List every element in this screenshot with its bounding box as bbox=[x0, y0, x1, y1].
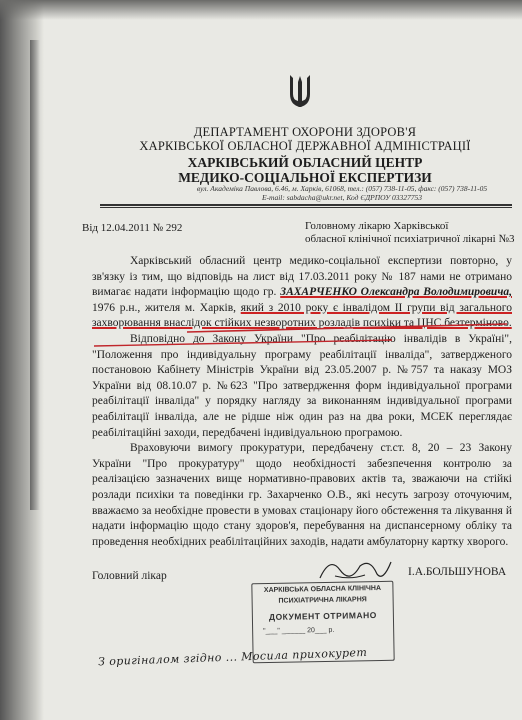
center-line-1: ХАРКІВСЬКИЙ ОБЛАСНИЙ ЦЕНТР bbox=[187, 155, 423, 170]
address-line-2: E-mail: sabdacha@ukr.net, Код ЄДРПОУ 03327753 bbox=[261, 193, 423, 202]
handwritten-note: З оригіналом згідно ... Мосила прихокурет bbox=[97, 645, 368, 669]
paragraph-3: Враховуючи вимогу прокуратури, передбачену ст.ст. 8, 20 – 23 Закону України "Про прокуратуру" щодо необхідності забезпечення контролю за реалізацією зазначених вище нормативно-правових актів та, зважаючи на стійкі розлади психіки та поведінки гр. Захарченко О.В., які несуть загрозу оточуючим, вважаємо за необхідне провести в умовах стаціонару його обстеження та лікування й надати інформацію щодо стану здоров'я, перебування на диспансерному обліку та проведення необхідних реабілітаційних заходів, надати амбулаторну картку хворого. bbox=[92, 442, 512, 548]
department-line-1: ДЕПАРТАМЕНТ ОХОРОНИ ЗДОРОВ'Я bbox=[193, 125, 417, 139]
letter-date-number: Від 12.04.2011 № 292 bbox=[82, 222, 183, 234]
stamp-line-3: ДОКУМЕНТ ОТРИМАНО bbox=[268, 610, 377, 622]
paragraph-1-intro: Харківський обласний центр медико-соціальної експертизи повторно, у зв'язку із тим, що відповідь на лист від 17.03.2011 року № 187 нами не отримано вимагає надати інформацію щодо гр. bbox=[92, 255, 512, 299]
header-divider-thin bbox=[100, 207, 512, 208]
organization-address bbox=[172, 184, 512, 202]
header-divider bbox=[100, 204, 512, 206]
addressee-line-2: обласної клінічної психіатричної лікарні №3 bbox=[305, 233, 515, 245]
department-line-2: ХАРКІВСЬКОЇ ОБЛАСНОЇ ДЕРЖАВНОЇ АДМІНІСТРАЦІЇ bbox=[139, 139, 471, 153]
department-heading bbox=[100, 125, 510, 153]
paragraph-1 bbox=[92, 254, 512, 332]
signature-name: І.А.БОЛЬШУНОВА bbox=[408, 566, 507, 578]
organization-name bbox=[100, 155, 510, 185]
addressee-line-1: Головному лікарю Харківської bbox=[305, 220, 449, 232]
paragraph-1-birth: 1976 р.н., жителя м. Харків, bbox=[92, 301, 241, 314]
disability-statement: який з 2010 року є інвалідом II групи від загального захворювання внаслідок стійких незворотних розладів психіки та ЦНС безтерміново. bbox=[92, 301, 512, 330]
trident-coat-of-arms-icon bbox=[287, 72, 313, 108]
person-name: ЗАХАРЧЕНКО Олександра Володимировича, bbox=[280, 286, 512, 299]
scan-shadow-strip bbox=[30, 40, 40, 510]
paragraph-2: Відповідно до Закону України "Про реабілітацію інвалідів в Україні", "Положення про індивідуальну програму реабілітації інваліда", затвердженого постановою Кабінету Міністрів України від 23.05.2007 р. №757 та наказу МОЗ України від 08.10.07 р. №623 "Про затвердження форм індивідуальної програми реабілітації інваліда" у порядку нагляду за виконанням індивідуальної програми реабілітації інваліда, але не рідше ніж один раз на два роки, МСЕК переглядає реабілітаційні заходи, передбачені індивідуальною програмою. bbox=[92, 332, 512, 439]
address-line-1: вул. Академіка Павлова, 6.46, м. Харків, 61068, тел.: (057) 738-11-05, факс: (057) 738-11-05 bbox=[196, 184, 488, 193]
stamp-line-1: ХАРКІВСЬКА ОБЛАСНА КЛІНІЧНА bbox=[263, 584, 382, 595]
signature-title: Головний лікар bbox=[92, 570, 167, 582]
stamp-line-4: "___" ______ 20___ р. bbox=[263, 626, 335, 636]
letter-body bbox=[92, 254, 512, 550]
center-line-2: МЕДИКО-СОЦІАЛЬНОЇ ЕКСПЕРТИЗИ bbox=[178, 170, 432, 185]
addressee-block bbox=[305, 220, 520, 246]
scan-top-shadow bbox=[0, 0, 522, 20]
stamp-line-2: ПСИХІАТРИЧНА ЛІКАРНЯ bbox=[278, 596, 367, 605]
